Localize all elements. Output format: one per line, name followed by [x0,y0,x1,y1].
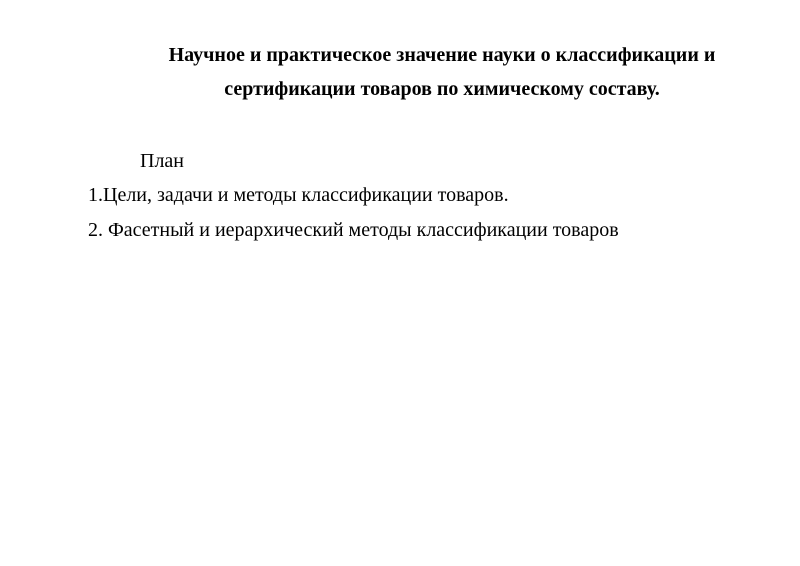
plan-item-1: 1.Цели, задачи и методы классификации товаров. [88,184,509,206]
plan-heading: План [140,150,185,172]
plan-list [88,182,619,252]
document-title [140,38,744,106]
title-line-2: сертификации товаров по химическому составу. [224,78,660,100]
title-line-1: Научное и практическое значение науки о классификации и [168,44,716,66]
plan-item-2: 2. Фасетный и иерархический методы классификации товаров [88,219,619,241]
